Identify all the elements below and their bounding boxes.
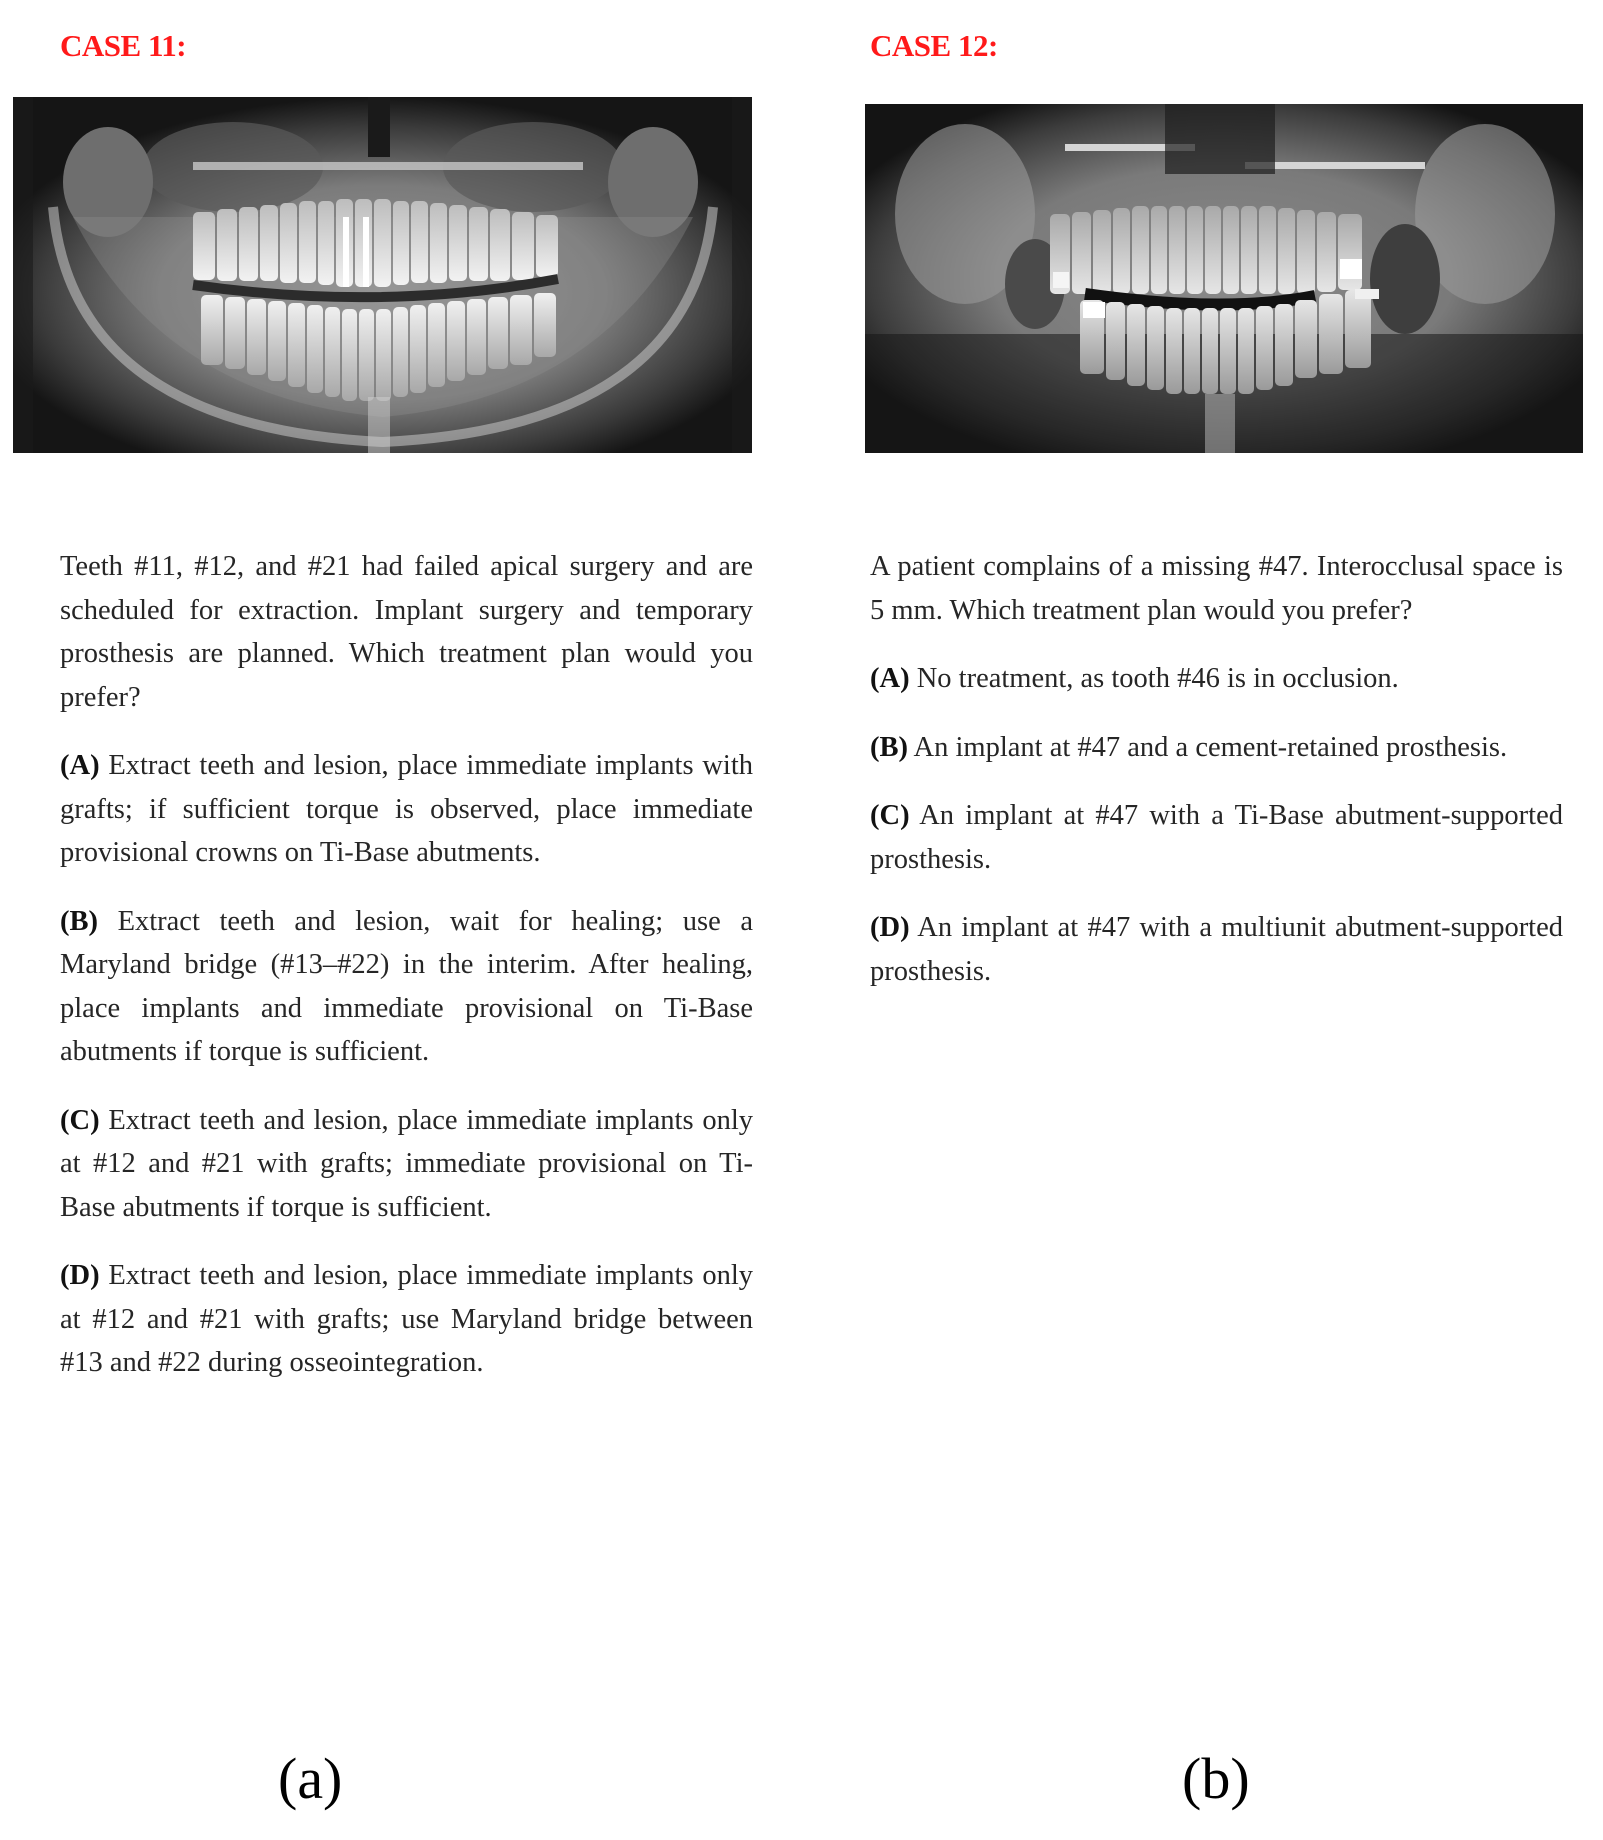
option-label: (C) (60, 1104, 100, 1136)
option-text: An implant at #47 with a multiunit abutment-supported prosthesis. (870, 912, 1563, 987)
case-12-title: CASE 12: (870, 28, 998, 63)
case-11-option-a (60, 744, 753, 875)
case-12-option-c (870, 794, 1563, 881)
option-label: (B) (870, 731, 908, 763)
option-label: (B) (60, 905, 98, 937)
case-11-option-c (60, 1099, 753, 1230)
case-11-option-d (60, 1254, 753, 1385)
option-text: Extract teeth and lesion, wait for healing; use a Maryland bridge (#13–#22) in the interim. After healing, place implants and immediate provisional on Ti-Base abutments if torque is sufficient. (60, 905, 753, 1067)
option-label: (C) (870, 800, 910, 831)
option-label: (A) (870, 663, 910, 694)
panoramic-xray-image (865, 104, 1583, 453)
option-text: An implant at #47 with a Ti-Base abutment-supported prosthesis. (870, 800, 1563, 875)
case-11-title: CASE 11: (60, 28, 187, 63)
panel-label-a (278, 1745, 342, 1812)
panel-label-a-text: (a) (278, 1746, 343, 1811)
option-label: (D) (870, 912, 910, 943)
option-label: (D) (60, 1260, 100, 1291)
case-11-radiograph (13, 97, 752, 453)
case-11-option-b (60, 900, 753, 1074)
panel-label-b-text: (b) (1182, 1746, 1250, 1811)
option-text: Extract teeth and lesion, place immediate implants with grafts; if sufficient torque is observed, place immediate provisional crowns on Ti-Base abutments. (60, 750, 753, 868)
case-12-option-b (870, 726, 1563, 770)
option-text: No treatment, as tooth #46 is in occlusion. (909, 663, 1399, 694)
case-11-content (60, 545, 753, 1410)
case-12-radiograph (865, 104, 1583, 453)
case-12-option-d (870, 906, 1563, 993)
case-11-question: Teeth #11, #12, and #21 had failed apical surgery and are scheduled for extraction. Implant surgery and temporary prosthesis are planned. Which treatment plan would you prefer? (60, 551, 753, 713)
case-12-content (870, 545, 1563, 1018)
case-12-option-a (870, 657, 1563, 701)
option-text: Extract teeth and lesion, place immediate implants only at #12 and #21 with grafts; use Maryland bridge between #13 and #22 during osseointegration. (60, 1260, 753, 1378)
panoramic-xray-image (13, 97, 752, 453)
case-12-question: A patient complains of a missing #47. Interocclusal space is 5 mm. Which treatment plan would you prefer? (870, 551, 1563, 626)
panel-label-b (1182, 1745, 1250, 1812)
option-label: (A) (60, 750, 100, 781)
option-text: Extract teeth and lesion, place immediate implants only at #12 and #21 with grafts; immediate provisional on Ti-Base abutments if torque is sufficient. (60, 1104, 753, 1223)
option-text: An implant at #47 and a cement-retained prosthesis. (908, 731, 1508, 763)
